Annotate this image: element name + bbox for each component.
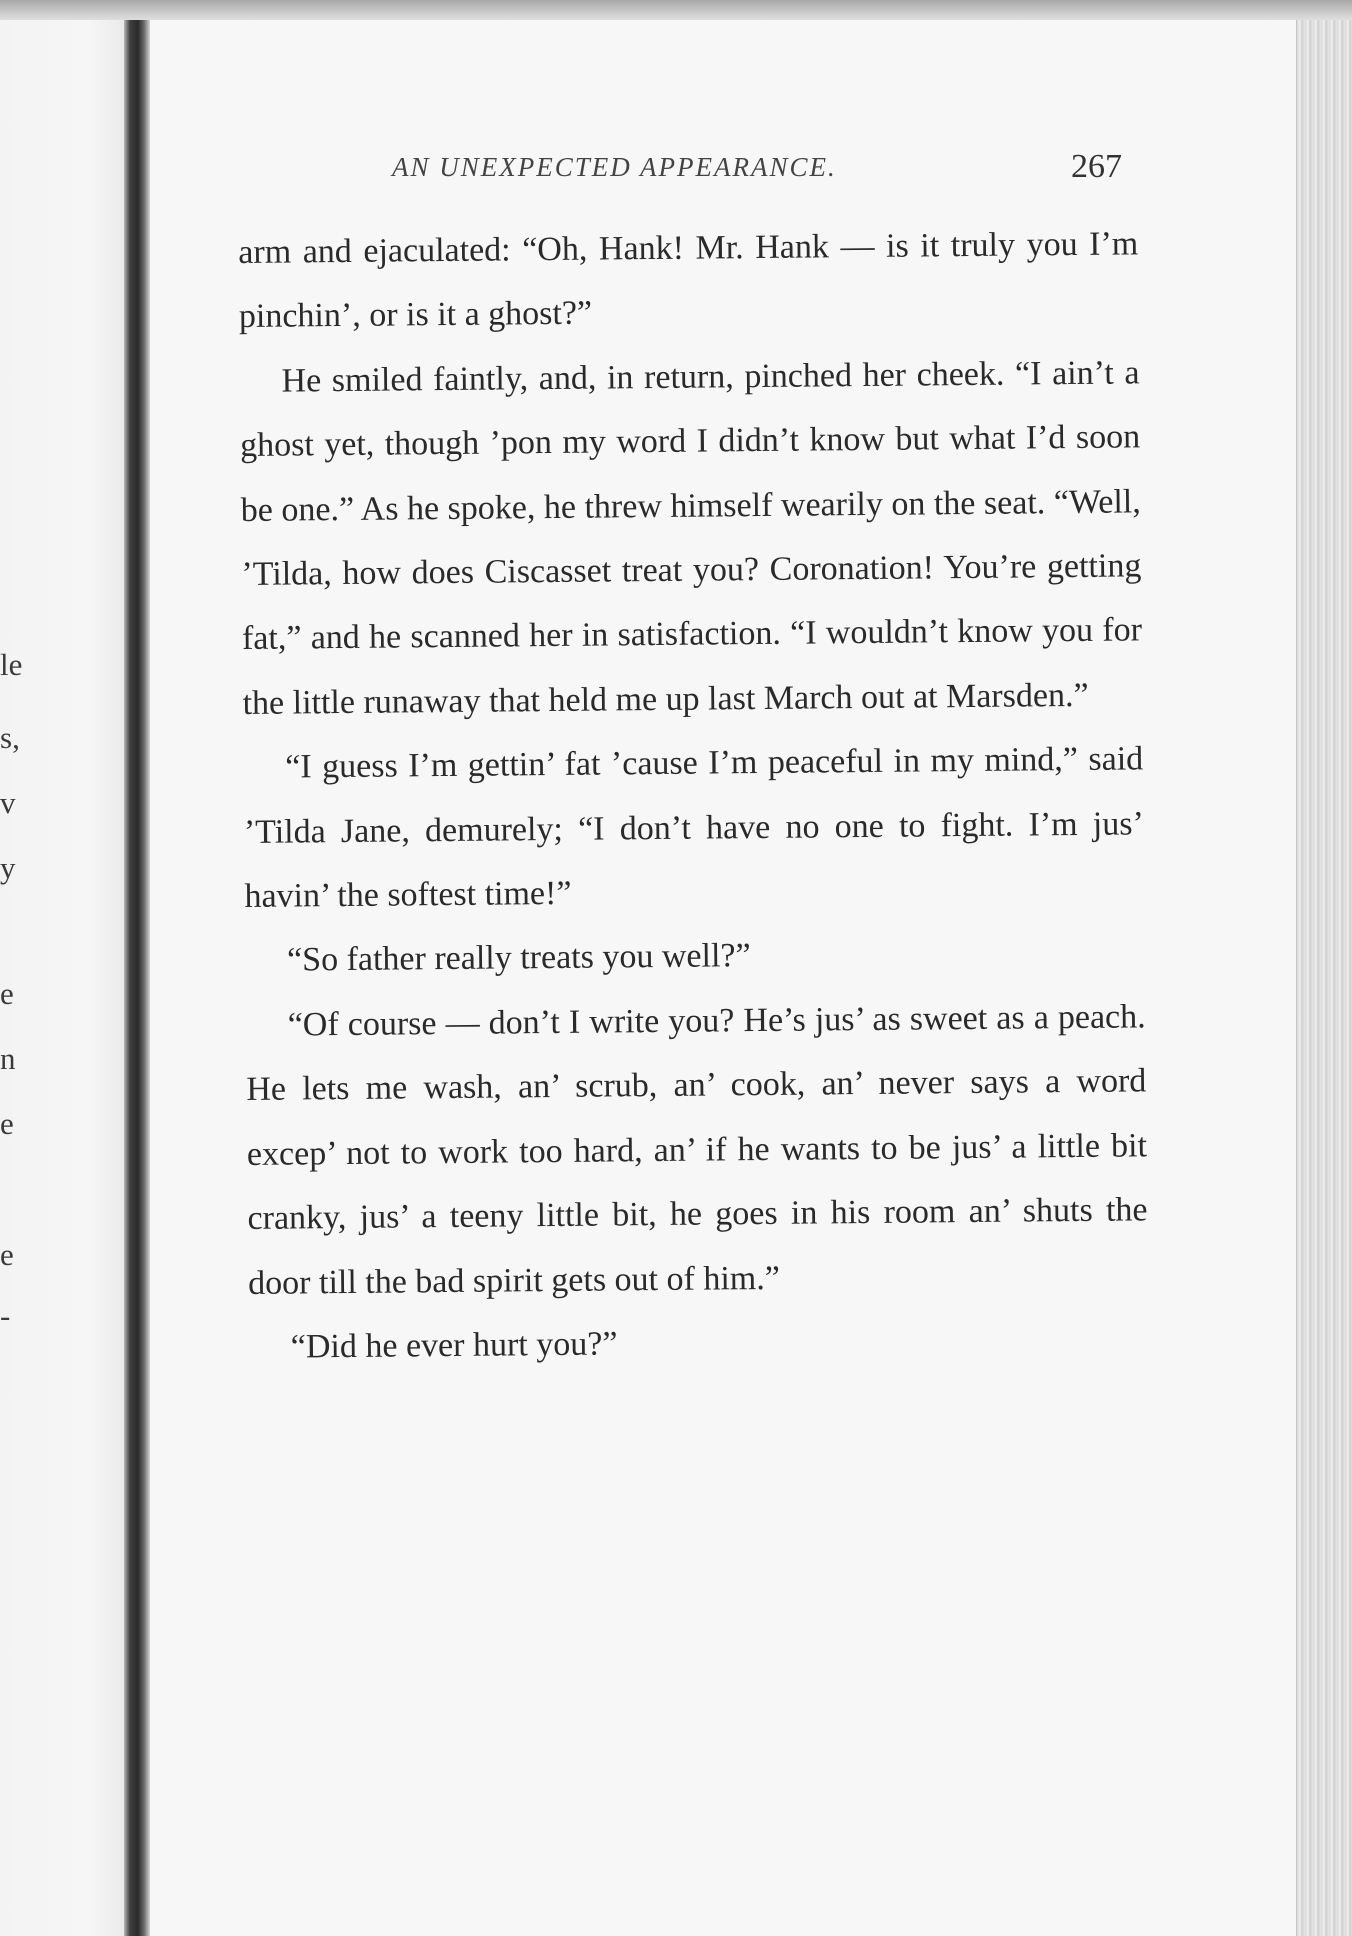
paragraph: “Did he ever hurt you?” — [290, 1325, 618, 1366]
paragraph: “So father really treats you well?” — [286, 937, 751, 980]
page-number: 267 — [1071, 148, 1122, 185]
left-page-fragment: e — [0, 1237, 14, 1272]
left-page-fragment: v — [0, 785, 16, 820]
paragraph: He smiled faintly, and, in return, pinched her cheek. “I ain’t a ghost yet, though ’pon my word I didn’t know but what I’d soon be one.” As he spoke, he threw himself wearily on the seat. “Well, ’Tilda, how does Ciscasset treat you? Coronation! You’re getting fat,” and he scanned her in satisfaction. “I wouldn’t know you for the little runaway that held me up last March out at Marsden.” — [239, 354, 1143, 722]
left-page — [0, 20, 128, 1936]
paragraph: “Of course — don’t I write you? He’s jus’ as sweet as a peach. He lets me wash, an’ scrub, an’ cook, an’ never says a word excep’ not to work too hard, an’ if he wants to be jus’ a little bit cranky, jus’ a teeny little bit, he goes in his room an’ shuts the door till the bad spirit gets out of him.” — [246, 998, 1148, 1302]
left-page-fragment: n — [0, 1041, 16, 1076]
left-page-fragment: y — [0, 850, 16, 885]
page-edge — [1296, 20, 1352, 1936]
left-page-fragment: e — [0, 976, 14, 1011]
left-page-fragment: le — [0, 647, 23, 682]
running-title: AN UNEXPECTED APPEARANCE. — [392, 152, 837, 182]
page-header — [392, 148, 1122, 192]
body-text — [238, 212, 1149, 1380]
paragraph: “I guess I’m gettin’ fat ’cause I’m peaceful in my mind,” said ’Tilda Jane, demurely; “I don’t have no one to fight. I’m jus’ havin’ the softest time!” — [243, 740, 1145, 916]
left-page-fragment: s, — [0, 720, 20, 755]
left-page-fragment: e — [0, 1106, 14, 1141]
left-page-fragment: - — [0, 1298, 11, 1333]
paragraph: arm and ejaculated: “Oh, Hank! Mr. Hank — is it truly you I’m pinchin’, or is it a ghost?” — [238, 225, 1139, 336]
